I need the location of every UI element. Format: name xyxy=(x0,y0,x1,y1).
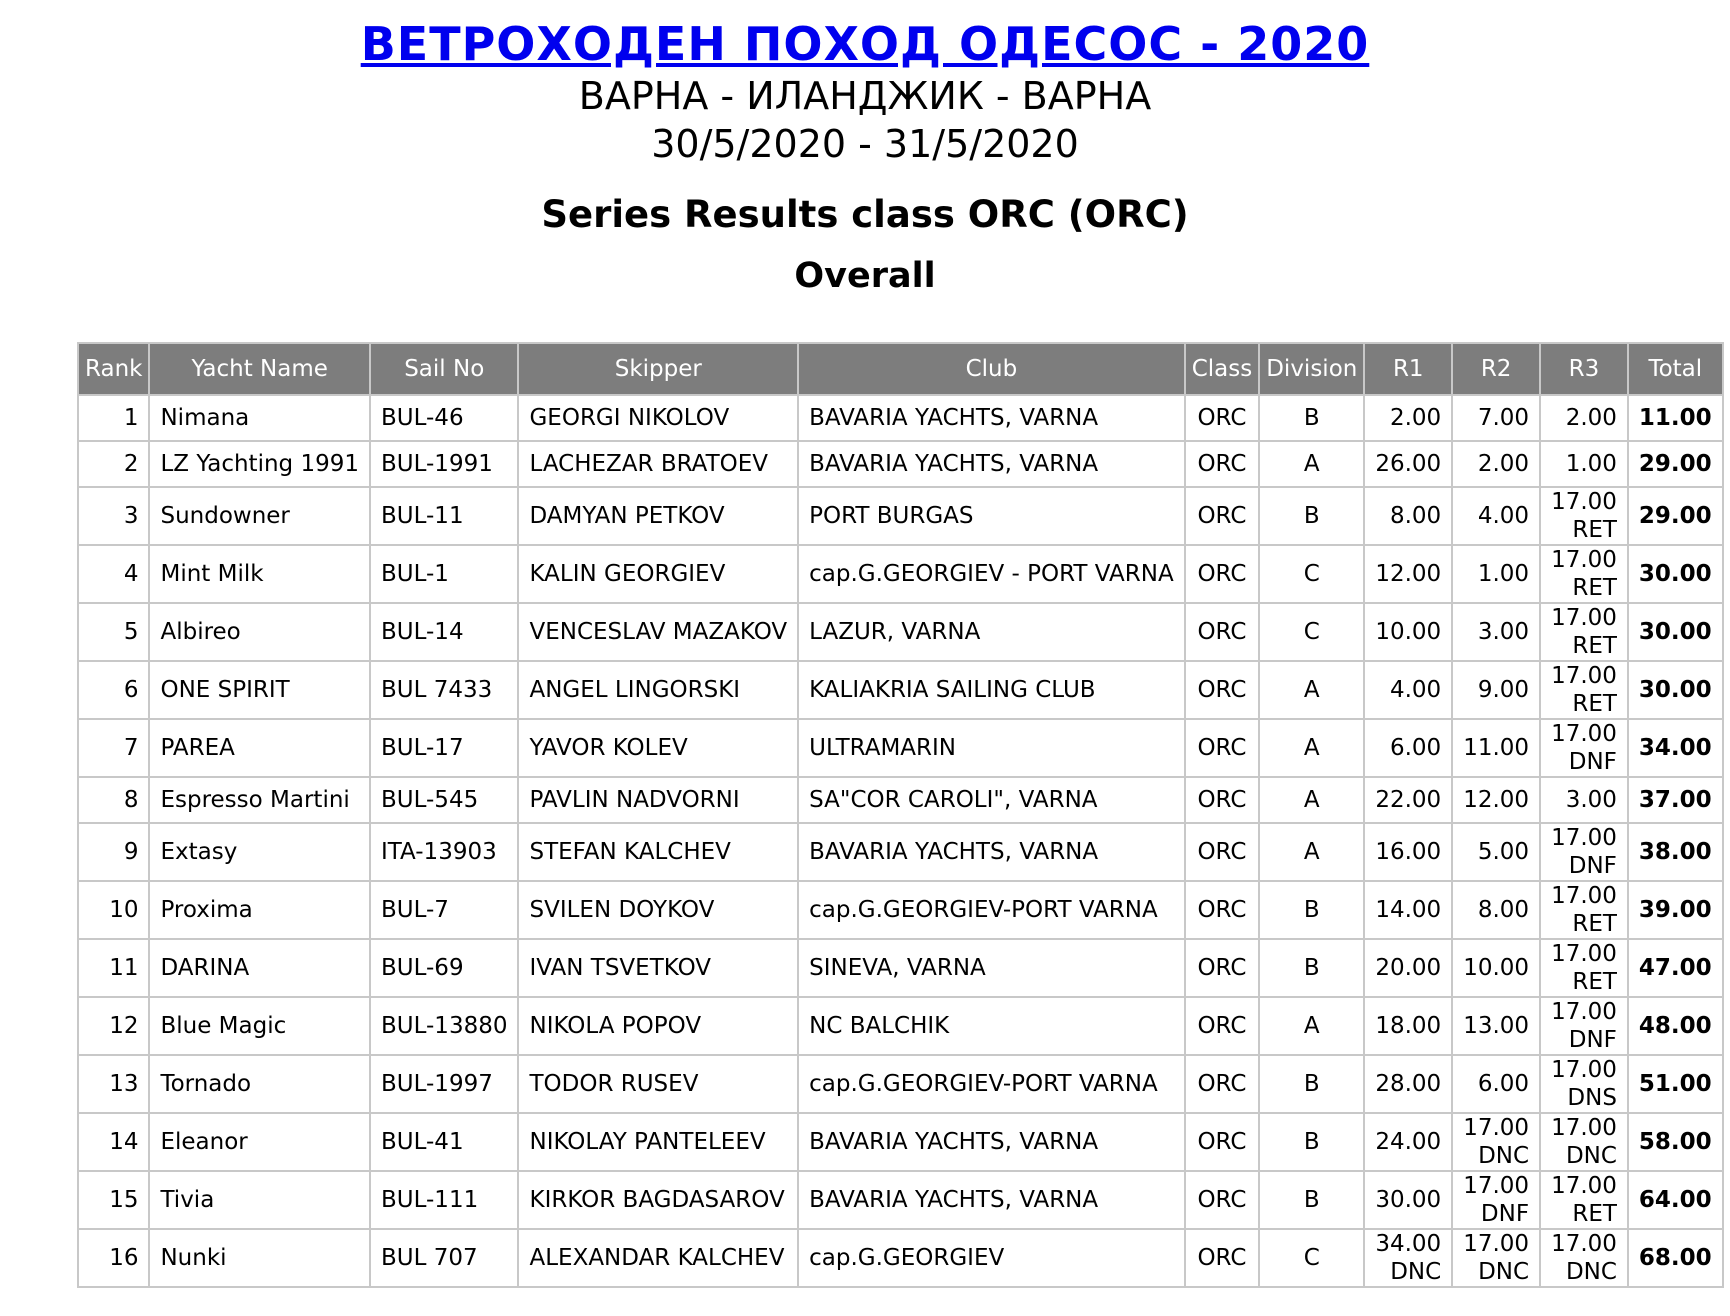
r3-penalty-code: DNF xyxy=(1568,749,1617,775)
total-cell: 34.00 xyxy=(1628,719,1723,777)
r2-score-cell xyxy=(1452,441,1540,487)
club-cell: KALIAKRIA SAILING CLUB xyxy=(798,661,1185,719)
col-rank: Rank xyxy=(78,343,149,395)
club-cell: LAZUR, VARNA xyxy=(798,603,1185,661)
r1-score-cell xyxy=(1364,487,1452,545)
r2-penalty-code: DNC xyxy=(1478,1259,1530,1285)
skipper-cell: ANGEL LINGORSKI xyxy=(518,661,798,719)
r1-points: 18.00 xyxy=(1375,1013,1442,1039)
skipper-cell: IVAN TSVETKOV xyxy=(518,939,798,997)
total-cell: 51.00 xyxy=(1628,1055,1723,1113)
sail-no-cell: BUL-545 xyxy=(370,777,519,823)
yacht-name-cell: Extasy xyxy=(149,823,370,881)
results-table xyxy=(77,342,1724,1288)
skipper-cell: KALIN GEORGIEV xyxy=(518,545,798,603)
yacht-name-cell: Tivia xyxy=(149,1171,370,1229)
r2-score-cell xyxy=(1452,1055,1540,1113)
r3-points: 17.00 xyxy=(1551,547,1617,573)
r3-penalty-code: RET xyxy=(1572,911,1617,937)
rank-cell: 11 xyxy=(78,939,149,997)
rank-cell: 15 xyxy=(78,1171,149,1229)
r1-points: 22.00 xyxy=(1375,787,1442,813)
r2-points: 17.00 xyxy=(1463,1231,1530,1257)
total-cell: 30.00 xyxy=(1628,545,1723,603)
r1-score-cell xyxy=(1364,1171,1452,1229)
r3-score-cell xyxy=(1540,1171,1628,1229)
division-cell: B xyxy=(1259,1113,1364,1171)
class-cell: ORC xyxy=(1185,1113,1260,1171)
r1-points: 28.00 xyxy=(1375,1071,1442,1097)
club-cell: BAVARIA YACHTS, VARNA xyxy=(798,823,1185,881)
overall-heading: Overall xyxy=(794,256,936,296)
event-dates: 30/5/2020 - 31/5/2020 xyxy=(651,122,1079,166)
club-cell: SA"COR CAROLI", VARNA xyxy=(798,777,1185,823)
yacht-name-cell: Tornado xyxy=(149,1055,370,1113)
sail-no-cell: ITA-13903 xyxy=(370,823,519,881)
total-cell: 37.00 xyxy=(1628,777,1723,823)
class-cell: ORC xyxy=(1185,661,1260,719)
r3-penalty-code: DNF xyxy=(1568,1027,1617,1053)
col-club: Club xyxy=(798,343,1185,395)
r3-score-cell xyxy=(1540,997,1628,1055)
r2-points: 11.00 xyxy=(1463,735,1530,761)
r2-points: 2.00 xyxy=(1477,451,1530,477)
event-route: ВАРНА - ИЛАНДЖИК - ВАРНА xyxy=(578,74,1152,118)
r1-points: 14.00 xyxy=(1375,897,1442,923)
club-cell: BAVARIA YACHTS, VARNA xyxy=(798,1171,1185,1229)
col-r1: R1 xyxy=(1364,343,1452,395)
skipper-cell: NIKOLA POPOV xyxy=(518,997,798,1055)
r2-points: 5.00 xyxy=(1477,839,1530,865)
skipper-cell: NIKOLAY PANTELEEV xyxy=(518,1113,798,1171)
r2-points: 12.00 xyxy=(1463,787,1530,813)
rank-cell: 14 xyxy=(78,1113,149,1171)
r2-points: 7.00 xyxy=(1477,405,1530,431)
sail-no-cell: BUL-1997 xyxy=(370,1055,519,1113)
yacht-name-cell: Blue Magic xyxy=(149,997,370,1055)
division-cell: C xyxy=(1259,545,1364,603)
total-cell: 47.00 xyxy=(1628,939,1723,997)
r1-points: 34.00 xyxy=(1375,1231,1442,1257)
table-row xyxy=(78,881,1723,939)
r1-score-cell xyxy=(1364,823,1452,881)
sail-no-cell: BUL-46 xyxy=(370,395,519,441)
r3-score-cell xyxy=(1540,823,1628,881)
total-cell: 11.00 xyxy=(1628,395,1723,441)
r1-score-cell xyxy=(1364,939,1452,997)
r2-score-cell xyxy=(1452,1113,1540,1171)
col-skipper: Skipper xyxy=(518,343,798,395)
r2-points: 17.00 xyxy=(1463,1173,1530,1199)
r3-points: 17.00 xyxy=(1551,941,1617,967)
skipper-cell: SVILEN DOYKOV xyxy=(518,881,798,939)
r3-score-cell xyxy=(1540,545,1628,603)
r2-score-cell xyxy=(1452,719,1540,777)
r2-score-cell xyxy=(1452,1171,1540,1229)
r2-score-cell xyxy=(1452,395,1540,441)
r3-penalty-code: DNF xyxy=(1568,853,1617,879)
r3-score-cell xyxy=(1540,719,1628,777)
r3-score-cell xyxy=(1540,603,1628,661)
division-cell: C xyxy=(1259,1229,1364,1287)
r1-points: 2.00 xyxy=(1389,405,1442,431)
sail-no-cell: BUL-41 xyxy=(370,1113,519,1171)
r2-score-cell xyxy=(1452,1229,1540,1287)
r1-score-cell xyxy=(1364,395,1452,441)
yacht-name-cell: ONE SPIRIT xyxy=(149,661,370,719)
yacht-name-cell: Nimana xyxy=(149,395,370,441)
r3-penalty-code: RET xyxy=(1572,575,1617,601)
r3-penalty-code: DNS xyxy=(1567,1085,1617,1111)
rank-cell: 2 xyxy=(78,441,149,487)
class-cell: ORC xyxy=(1185,939,1260,997)
r2-score-cell xyxy=(1452,777,1540,823)
table-row xyxy=(78,661,1723,719)
r2-points: 8.00 xyxy=(1477,897,1530,923)
r3-score-cell xyxy=(1540,661,1628,719)
r1-points: 10.00 xyxy=(1375,619,1442,645)
division-cell: A xyxy=(1259,719,1364,777)
rank-cell: 8 xyxy=(78,777,149,823)
r2-penalty-code: DNF xyxy=(1480,1201,1530,1227)
club-cell: SINEVA, VARNA xyxy=(798,939,1185,997)
skipper-cell: PAVLIN NADVORNI xyxy=(518,777,798,823)
r1-score-cell xyxy=(1364,661,1452,719)
r3-points: 17.00 xyxy=(1551,663,1617,689)
total-cell: 30.00 xyxy=(1628,661,1723,719)
club-cell: cap.G.GEORGIEV xyxy=(798,1229,1185,1287)
yacht-name-cell: Mint Milk xyxy=(149,545,370,603)
rank-cell: 3 xyxy=(78,487,149,545)
club-cell: BAVARIA YACHTS, VARNA xyxy=(798,1113,1185,1171)
club-cell: NC BALCHIK xyxy=(798,997,1185,1055)
r3-points: 17.00 xyxy=(1551,883,1617,909)
table-row xyxy=(78,1171,1723,1229)
r3-penalty-code: RET xyxy=(1572,517,1617,543)
r2-points: 9.00 xyxy=(1477,677,1530,703)
r2-points: 10.00 xyxy=(1463,955,1530,981)
table-row xyxy=(78,1055,1723,1113)
r1-score-cell xyxy=(1364,545,1452,603)
rank-cell: 12 xyxy=(78,997,149,1055)
rank-cell: 7 xyxy=(78,719,149,777)
r1-points: 20.00 xyxy=(1375,955,1442,981)
table-row xyxy=(78,441,1723,487)
club-cell: BAVARIA YACHTS, VARNA xyxy=(798,441,1185,487)
rank-cell: 4 xyxy=(78,545,149,603)
table-header-row xyxy=(78,343,1723,395)
club-cell: cap.G.GEORGIEV-PORT VARNA xyxy=(798,881,1185,939)
r3-penalty-code: DNC xyxy=(1565,1143,1617,1169)
r3-penalty-code: RET xyxy=(1572,1201,1617,1227)
sail-no-cell: BUL-1991 xyxy=(370,441,519,487)
col-total: Total xyxy=(1628,343,1723,395)
total-cell: 38.00 xyxy=(1628,823,1723,881)
r3-points: 17.00 xyxy=(1551,1057,1617,1083)
r3-score-cell xyxy=(1540,1113,1628,1171)
club-cell: cap.G.GEORGIEV-PORT VARNA xyxy=(798,1055,1185,1113)
r3-points: 17.00 xyxy=(1551,1115,1617,1141)
rank-cell: 1 xyxy=(78,395,149,441)
division-cell: A xyxy=(1259,777,1364,823)
sail-no-cell: BUL 7433 xyxy=(370,661,519,719)
table-row xyxy=(78,939,1723,997)
r1-score-cell xyxy=(1364,441,1452,487)
skipper-cell: GEORGI NIKOLOV xyxy=(518,395,798,441)
sail-no-cell: BUL 707 xyxy=(370,1229,519,1287)
skipper-cell: LACHEZAR BRATOEV xyxy=(518,441,798,487)
class-cell: ORC xyxy=(1185,1171,1260,1229)
total-cell: 39.00 xyxy=(1628,881,1723,939)
results-header xyxy=(0,0,1730,298)
r3-points: 3.00 xyxy=(1565,787,1617,813)
r1-score-cell xyxy=(1364,1229,1452,1287)
class-cell: ORC xyxy=(1185,719,1260,777)
yacht-name-cell: DARINA xyxy=(149,939,370,997)
class-cell: ORC xyxy=(1185,603,1260,661)
r1-points: 6.00 xyxy=(1389,735,1442,761)
rank-cell: 10 xyxy=(78,881,149,939)
yacht-name-cell: Nunki xyxy=(149,1229,370,1287)
table-row xyxy=(78,777,1723,823)
col-sail-no: Sail No xyxy=(370,343,519,395)
r1-score-cell xyxy=(1364,777,1452,823)
table-row xyxy=(78,487,1723,545)
r3-points: 17.00 xyxy=(1551,1173,1617,1199)
division-cell: A xyxy=(1259,441,1364,487)
event-title-link[interactable]: ВЕТРОХОДЕН ПОХОД ОДЕСОС - 2020 xyxy=(360,17,1370,71)
skipper-cell: DAMYAN PETKOV xyxy=(518,487,798,545)
yacht-name-cell: Sundowner xyxy=(149,487,370,545)
class-cell: ORC xyxy=(1185,1055,1260,1113)
sail-no-cell: BUL-11 xyxy=(370,487,519,545)
division-cell: C xyxy=(1259,603,1364,661)
sail-no-cell: BUL-1 xyxy=(370,545,519,603)
table-row xyxy=(78,719,1723,777)
r3-points: 17.00 xyxy=(1551,721,1617,747)
division-cell: B xyxy=(1259,881,1364,939)
r1-penalty-code: DNC xyxy=(1390,1259,1442,1285)
skipper-cell: KIRKOR BAGDASAROV xyxy=(518,1171,798,1229)
col-r2: R2 xyxy=(1452,343,1540,395)
table-row xyxy=(78,1113,1723,1171)
skipper-cell: VENCESLAV MAZAKOV xyxy=(518,603,798,661)
sail-no-cell: BUL-17 xyxy=(370,719,519,777)
total-cell: 30.00 xyxy=(1628,603,1723,661)
r1-score-cell xyxy=(1364,719,1452,777)
col-class: Class xyxy=(1185,343,1260,395)
r2-score-cell xyxy=(1452,545,1540,603)
sail-no-cell: BUL-13880 xyxy=(370,997,519,1055)
r1-score-cell xyxy=(1364,881,1452,939)
sail-no-cell: BUL-111 xyxy=(370,1171,519,1229)
r2-score-cell xyxy=(1452,603,1540,661)
r3-points: 17.00 xyxy=(1551,999,1617,1025)
r2-points: 6.00 xyxy=(1477,1071,1530,1097)
r2-score-cell xyxy=(1452,939,1540,997)
club-cell: BAVARIA YACHTS, VARNA xyxy=(798,395,1185,441)
skipper-cell: STEFAN KALCHEV xyxy=(518,823,798,881)
division-cell: A xyxy=(1259,997,1364,1055)
table-row xyxy=(78,545,1723,603)
sail-no-cell: BUL-14 xyxy=(370,603,519,661)
r1-score-cell xyxy=(1364,1055,1452,1113)
class-cell: ORC xyxy=(1185,777,1260,823)
class-cell: ORC xyxy=(1185,395,1260,441)
r2-points: 1.00 xyxy=(1477,561,1530,587)
results-body xyxy=(78,395,1723,1287)
rank-cell: 6 xyxy=(78,661,149,719)
r3-penalty-code: RET xyxy=(1572,969,1617,995)
sail-no-cell: BUL-7 xyxy=(370,881,519,939)
r1-score-cell xyxy=(1364,603,1452,661)
yacht-name-cell: Eleanor xyxy=(149,1113,370,1171)
col-yacht-name: Yacht Name xyxy=(149,343,370,395)
r1-points: 4.00 xyxy=(1389,677,1442,703)
r3-points: 17.00 xyxy=(1551,825,1617,851)
table-row xyxy=(78,603,1723,661)
rank-cell: 5 xyxy=(78,603,149,661)
r2-score-cell xyxy=(1452,661,1540,719)
r3-points: 2.00 xyxy=(1565,405,1617,431)
class-cell: ORC xyxy=(1185,881,1260,939)
class-cell: ORC xyxy=(1185,441,1260,487)
r1-points: 24.00 xyxy=(1375,1129,1442,1155)
r2-points: 3.00 xyxy=(1477,619,1530,645)
rank-cell: 16 xyxy=(78,1229,149,1287)
club-cell: ULTRAMARIN xyxy=(798,719,1185,777)
r2-score-cell xyxy=(1452,997,1540,1055)
r1-points: 30.00 xyxy=(1375,1187,1442,1213)
r3-score-cell xyxy=(1540,1055,1628,1113)
r3-score-cell xyxy=(1540,395,1628,441)
r2-penalty-code: DNC xyxy=(1478,1143,1530,1169)
r3-penalty-code: DNC xyxy=(1565,1259,1617,1285)
r2-points: 13.00 xyxy=(1463,1013,1530,1039)
r3-points: 17.00 xyxy=(1551,605,1617,631)
division-cell: A xyxy=(1259,823,1364,881)
division-cell: B xyxy=(1259,939,1364,997)
col-division: Division xyxy=(1259,343,1364,395)
skipper-cell: TODOR RUSEV xyxy=(518,1055,798,1113)
table-row xyxy=(78,823,1723,881)
class-cell: ORC xyxy=(1185,545,1260,603)
class-cell: ORC xyxy=(1185,487,1260,545)
r1-points: 12.00 xyxy=(1375,561,1442,587)
r3-score-cell xyxy=(1540,777,1628,823)
r2-score-cell xyxy=(1452,881,1540,939)
club-cell: PORT BURGAS xyxy=(798,487,1185,545)
division-cell: B xyxy=(1259,395,1364,441)
yacht-name-cell: Espresso Martini xyxy=(149,777,370,823)
total-cell: 68.00 xyxy=(1628,1229,1723,1287)
skipper-cell: ALEXANDAR KALCHEV xyxy=(518,1229,798,1287)
r3-score-cell xyxy=(1540,441,1628,487)
rank-cell: 9 xyxy=(78,823,149,881)
r3-score-cell xyxy=(1540,1229,1628,1287)
class-cell: ORC xyxy=(1185,823,1260,881)
total-cell: 29.00 xyxy=(1628,487,1723,545)
r2-score-cell xyxy=(1452,823,1540,881)
r3-points: 17.00 xyxy=(1551,1231,1617,1257)
r3-penalty-code: RET xyxy=(1572,633,1617,659)
table-row xyxy=(78,997,1723,1055)
r2-points: 4.00 xyxy=(1477,503,1530,529)
r3-penalty-code: RET xyxy=(1572,691,1617,717)
skipper-cell: YAVOR KOLEV xyxy=(518,719,798,777)
r3-score-cell xyxy=(1540,939,1628,997)
total-cell: 64.00 xyxy=(1628,1171,1723,1229)
col-r3: R3 xyxy=(1540,343,1628,395)
yacht-name-cell: Albireo xyxy=(149,603,370,661)
r3-points: 17.00 xyxy=(1551,489,1617,515)
table-row xyxy=(78,395,1723,441)
sail-no-cell: BUL-69 xyxy=(370,939,519,997)
series-title: Series Results class ORC (ORC) xyxy=(541,193,1189,236)
yacht-name-cell: Proxima xyxy=(149,881,370,939)
r2-score-cell xyxy=(1452,487,1540,545)
yacht-name-cell: PAREA xyxy=(149,719,370,777)
r3-score-cell xyxy=(1540,487,1628,545)
r1-score-cell xyxy=(1364,1113,1452,1171)
class-cell: ORC xyxy=(1185,997,1260,1055)
total-cell: 29.00 xyxy=(1628,441,1723,487)
r1-points: 26.00 xyxy=(1375,451,1442,477)
total-cell: 58.00 xyxy=(1628,1113,1723,1171)
r3-points: 1.00 xyxy=(1565,451,1617,477)
r2-points: 17.00 xyxy=(1463,1115,1530,1141)
total-cell: 48.00 xyxy=(1628,997,1723,1055)
division-cell: B xyxy=(1259,1055,1364,1113)
rank-cell: 13 xyxy=(78,1055,149,1113)
club-cell: cap.G.GEORGIEV - PORT VARNA xyxy=(798,545,1185,603)
r1-points: 8.00 xyxy=(1389,503,1442,529)
yacht-name-cell: LZ Yachting 1991 xyxy=(149,441,370,487)
r1-points: 16.00 xyxy=(1375,839,1442,865)
r3-score-cell xyxy=(1540,881,1628,939)
class-cell: ORC xyxy=(1185,1229,1260,1287)
r1-score-cell xyxy=(1364,997,1452,1055)
table-row xyxy=(78,1229,1723,1287)
division-cell: A xyxy=(1259,661,1364,719)
division-cell: B xyxy=(1259,487,1364,545)
division-cell: B xyxy=(1259,1171,1364,1229)
